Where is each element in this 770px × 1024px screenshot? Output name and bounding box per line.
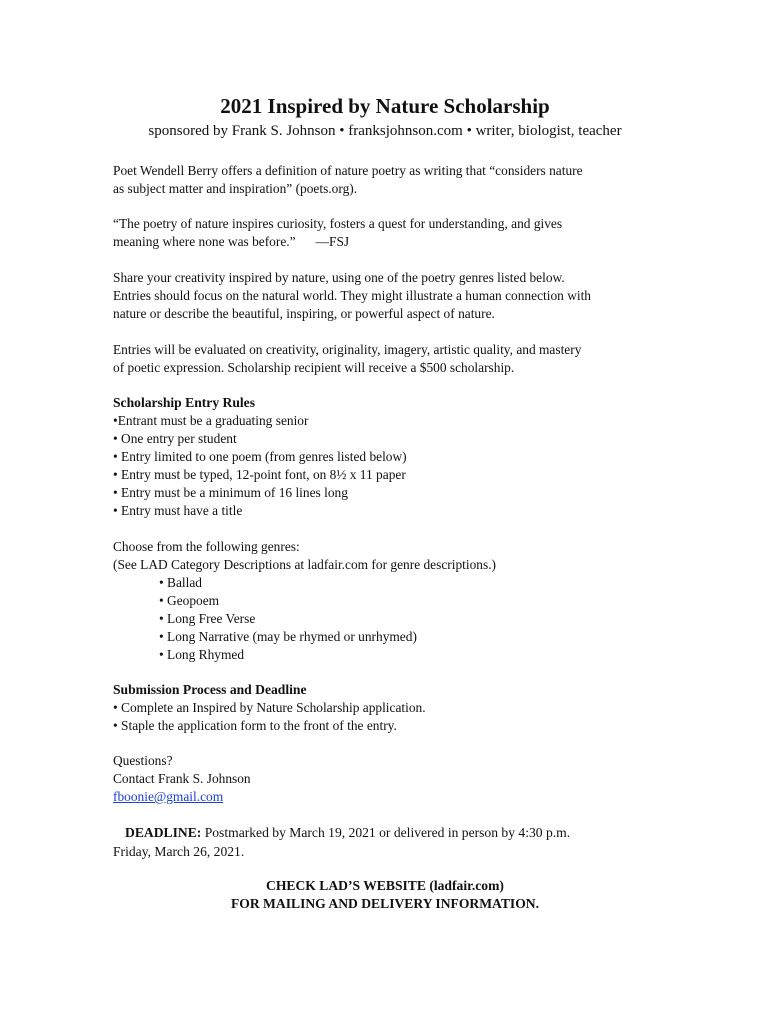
text-line: meaning where none was before.” —FSJ <box>113 234 350 249</box>
text-line: Poet Wendell Berry offers a definition of nature poetry as writing that “considers nature <box>113 163 583 178</box>
text-line: Choose from the following genres: <box>113 539 300 554</box>
rule-item: • Entry limited to one poem (from genres listed below) <box>113 449 407 464</box>
genre-item: • Long Free Verse <box>159 611 256 626</box>
text-line: (See LAD Category Descriptions at ladfair.com for genre descriptions.) <box>113 557 496 572</box>
questions-label: Questions? <box>113 753 173 768</box>
text-line: Share your creativity inspired by nature, using one of the poetry genres listed below. <box>113 270 565 285</box>
genre-item: • Long Narrative (may be rhymed or unrhymed) <box>159 629 417 644</box>
intro-paragraph-2 <box>113 269 673 323</box>
contact-name: Contact Frank S. Johnson <box>113 771 251 786</box>
text-line: of poetic expression. Scholarship recipient will receive a $500 scholarship. <box>113 360 515 375</box>
genre-item: • Long Rhymed <box>159 647 245 662</box>
submission-item: • Complete an Inspired by Nature Scholarship application. <box>113 700 426 715</box>
rules-heading: Scholarship Entry Rules <box>113 395 256 410</box>
rule-item: • Entry must be a minimum of 16 lines long <box>113 485 348 500</box>
rules-section <box>113 394 673 520</box>
rule-item: • Entry must have a title <box>113 503 243 518</box>
page-title: 2021 Inspired by Nature Scholarship <box>220 94 550 118</box>
rule-item: •Entrant must be a graduating senior <box>113 413 309 428</box>
website-notice-line-2: FOR MAILING AND DELIVERY INFORMATION. <box>230 896 540 911</box>
submission-item: • Staple the application form to the front of the entry. <box>113 718 397 733</box>
quote-paragraph <box>113 215 673 251</box>
intro-paragraph-1 <box>113 162 673 198</box>
deadline-text: Postmarked by March 19, 2021 or delivered in person by 4:30 p.m. <box>201 825 571 840</box>
website-notice <box>0 877 770 913</box>
text-line: Entries will be evaluated on creativity, originality, imagery, artistic quality, and mastery <box>113 342 582 357</box>
page-subtitle: sponsored by Frank S. Johnson • franksjohnson.com • writer, biologist, teacher <box>148 123 622 139</box>
intro-paragraph-3 <box>113 341 673 377</box>
contact-section <box>113 752 673 806</box>
submission-heading: Submission Process and Deadline <box>113 682 307 697</box>
submission-section <box>113 681 673 735</box>
text-line: nature or describe the beautiful, inspiring, or powerful aspect of nature. <box>113 306 495 321</box>
email-link[interactable]: fboonie@gmail.com <box>113 789 224 804</box>
website-notice-line-1: CHECK LAD’S WEBSITE (ladfair.com) <box>266 878 504 893</box>
deadline-label: DEADLINE: <box>125 825 202 840</box>
genres-section <box>113 538 673 664</box>
deadline-block <box>113 823 655 861</box>
genre-item: • Geopoem <box>159 593 220 608</box>
text-line: “The poetry of nature inspires curiosity, fosters a quest for understanding, and gives <box>113 216 563 231</box>
deadline-text-2: Friday, March 26, 2021. <box>113 844 245 859</box>
rule-item: • Entry must be typed, 12-point font, on 8½ x 11 paper <box>113 467 406 482</box>
rule-item: • One entry per student <box>113 431 237 446</box>
text-line: as subject matter and inspiration” (poets.org). <box>113 181 358 196</box>
genre-item: • Ballad <box>159 575 202 590</box>
text-line: Entries should focus on the natural world. They might illustrate a human connection with <box>113 288 591 303</box>
